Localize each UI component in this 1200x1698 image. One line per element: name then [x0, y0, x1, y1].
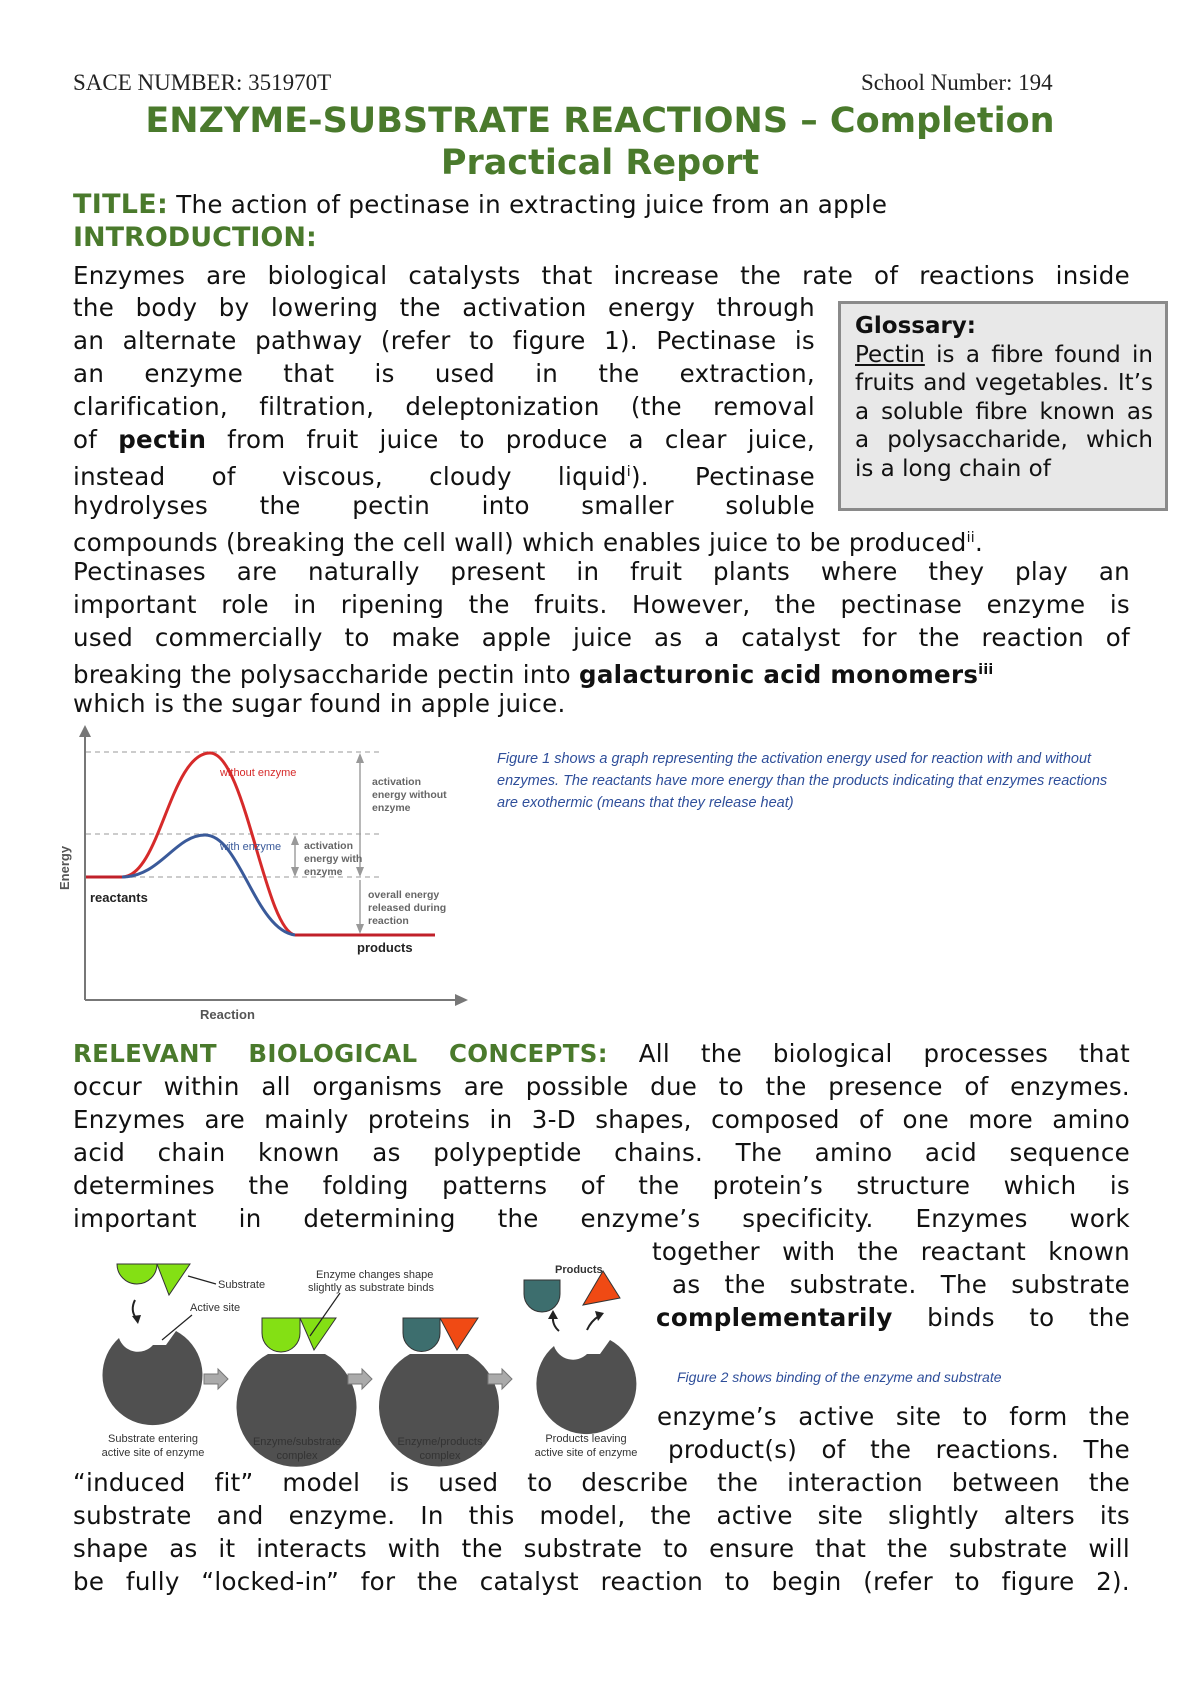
enzyme-shape — [536, 1340, 636, 1434]
galacturonic-bold: galacturonic acid monomers — [578, 660, 979, 690]
activation-energy-graph — [50, 725, 490, 1030]
svg-text:energy without: energy without — [372, 789, 447, 801]
concepts-line: as the substrate. The substrate — [672, 1270, 1130, 1299]
intro-line: instead of viscous, cloudy liquid$^i$). Pectinase — [73, 462, 815, 492]
concepts-line: be fully “locked-in” for the catalyst reaction to begin (refer to figure 2). — [73, 1567, 1130, 1596]
step-arrow — [204, 1369, 228, 1389]
title-line — [73, 188, 887, 221]
active-site-label: Active site — [190, 1302, 241, 1314]
concepts-line: substrate and enzyme. In this model, the active site slightly alters its — [73, 1501, 1130, 1530]
substrate-label: Substrate — [218, 1279, 266, 1291]
intro-line: hydrolyses the pectin into smaller soluble — [73, 491, 815, 520]
stage-products-leaving — [524, 1264, 636, 1434]
intro-line: breaking the polysaccharide pectin into galacturonic acid monomers$^{iii}$ — [73, 660, 994, 690]
shape-change-label-1: Enzyme changes shape — [316, 1269, 434, 1281]
without-enzyme-label: without enzyme — [220, 767, 297, 779]
page-subtitle: Practical Report — [440, 143, 760, 183]
y-axis-arrow — [79, 725, 91, 737]
x-axis-label: Reaction — [200, 1007, 255, 1022]
svg-text:reaction: reaction — [368, 915, 409, 927]
intro-line: compounds (breaking the cell wall) which enables juice to be produced$^{ii}$. — [73, 528, 984, 558]
svg-text:energy with: energy with — [304, 853, 363, 865]
svg-text:overall energy: overall energy — [368, 889, 440, 901]
svg-text:complex: complex — [419, 1450, 461, 1462]
svg-text:activation: activation — [372, 776, 422, 788]
intro-line: the body by lowering the activation energy through — [73, 293, 815, 322]
intro-line: an enzyme that is used in the extraction, — [73, 359, 815, 388]
svg-text:active site of enzyme: active site of enzyme — [534, 1447, 638, 1459]
product-teal — [403, 1318, 440, 1352]
entering-arrow — [133, 1300, 136, 1318]
svg-text:complex: complex — [276, 1450, 318, 1462]
concepts-line: shape as it interacts with the substrate to ensure that the substrate will — [73, 1534, 1130, 1563]
intro-line: used commercially to make apple juice as a catalyst for the reaction of — [73, 623, 1130, 652]
svg-text:active site of enzyme: active site of enzyme — [101, 1447, 205, 1459]
intro-line: an alternate pathway (refer to figure 1). Pectinase is — [73, 326, 815, 355]
school-number: School Number: 194 — [861, 70, 1053, 95]
with-enzyme-label: with enzyme — [220, 841, 282, 853]
svg-text:Enzyme/products: Enzyme/products — [397, 1436, 483, 1448]
glossary-box — [838, 301, 1168, 511]
svg-text:enzyme: enzyme — [372, 802, 411, 814]
concepts-line: important in determining the enzyme’s specificity. Enzymes work — [73, 1204, 1130, 1233]
concepts-heading: RELEVANT BIOLOGICAL CONCEPTS: — [73, 1039, 608, 1068]
y-axis-label: Energy — [57, 845, 72, 890]
products-label: products — [357, 940, 413, 955]
glossary-heading: Glossary: — [855, 313, 976, 339]
substrate-triangle — [157, 1264, 190, 1295]
products-label: Products — [555, 1264, 603, 1276]
introduction-heading: INTRODUCTION: — [73, 222, 317, 253]
complementarily-bold: complementarily — [656, 1303, 893, 1332]
svg-text:enzyme: enzyme — [304, 866, 343, 878]
substrate-semicircle — [262, 1318, 300, 1352]
concepts-line: RELEVANT BIOLOGICAL CONCEPTS: All the biological processes that — [73, 1039, 1130, 1068]
product-teal — [524, 1280, 560, 1312]
concepts-line: product(s) of the reactions. The — [668, 1435, 1130, 1464]
enzyme-shape — [102, 1331, 202, 1425]
product-orange — [440, 1318, 478, 1350]
intro-line: important role in ripening the fruits. However, the pectinase enzyme is — [73, 590, 1130, 619]
concepts-line: enzyme’s active site to form the — [657, 1402, 1130, 1431]
product-orange — [583, 1271, 620, 1305]
figure1-caption: Figure 1 shows a graph representing the activation energy used for reaction with and without enzymes. The reactants have more energy than the products indicating that enzymes reactions are exothermic (means that they release heat) — [497, 751, 1108, 811]
annotation-labels — [304, 776, 447, 927]
glossary-term: Pectin — [855, 341, 925, 368]
shape-change-label-2: slightly as substrate binds — [308, 1282, 434, 1294]
intro-line: Pectinases are naturally present in fruit plants where they play an — [73, 557, 1130, 586]
concepts-line: acid chain known as polypeptide chains. The amino acid sequence — [73, 1138, 1130, 1167]
svg-text:activation: activation — [304, 840, 354, 852]
figure2-caption: Figure 2 shows binding of the enzyme and substrate — [677, 1369, 1002, 1385]
intro-line: of pectin from fruit juice to produce a clear juice, — [73, 425, 815, 454]
concepts-line: together with the reactant known — [652, 1237, 1130, 1266]
svg-text:Products leaving: Products leaving — [545, 1433, 627, 1445]
sace-number: SACE NUMBER: 351970T — [73, 70, 332, 95]
concepts-line: determines the folding patterns of the protein’s structure which is — [73, 1171, 1130, 1200]
glossary-definition: Pectin is a fibre found in fruits and vegetables. It’s a soluble fibre known as a polysaccharide, which is a long chain of — [855, 341, 1153, 482]
x-axis-arrow — [455, 994, 468, 1006]
pectin-bold: pectin — [118, 425, 207, 454]
induced-fit-diagram — [90, 1258, 650, 1470]
concepts-line: “induced fit” model is used to describe the interaction between the — [73, 1468, 1130, 1497]
svg-text:released during: released during — [368, 902, 447, 914]
concepts-line: complementarily binds to the — [656, 1303, 1130, 1332]
concepts-line: Enzymes are mainly proteins in 3-D shapes, composed of one more amino — [73, 1105, 1130, 1134]
substrate-semicircle — [117, 1264, 157, 1284]
title-label: TITLE: — [73, 189, 169, 220]
concepts-line: occur within all organisms are possible due to the presence of enzymes. — [73, 1072, 1130, 1101]
intro-line: which is the sugar found in apple juice. — [73, 689, 566, 718]
title-text: The action of pectinase in extracting juice from an apple — [168, 190, 888, 219]
stage-labels — [102, 1433, 638, 1462]
reactants-label: reactants — [90, 890, 148, 905]
substrate-triangle — [300, 1318, 336, 1350]
svg-text:Substrate entering: Substrate entering — [108, 1433, 198, 1445]
intro-line: Enzymes are biological catalysts that increase the rate of reactions inside — [73, 261, 1130, 290]
intro-line: clarification, filtration, deleptonization (the removal — [73, 392, 815, 421]
page-title: ENZYME-SUBSTRATE REACTIONS – Completion — [145, 101, 1055, 141]
svg-text:Enzyme/substrate: Enzyme/substrate — [252, 1436, 342, 1448]
